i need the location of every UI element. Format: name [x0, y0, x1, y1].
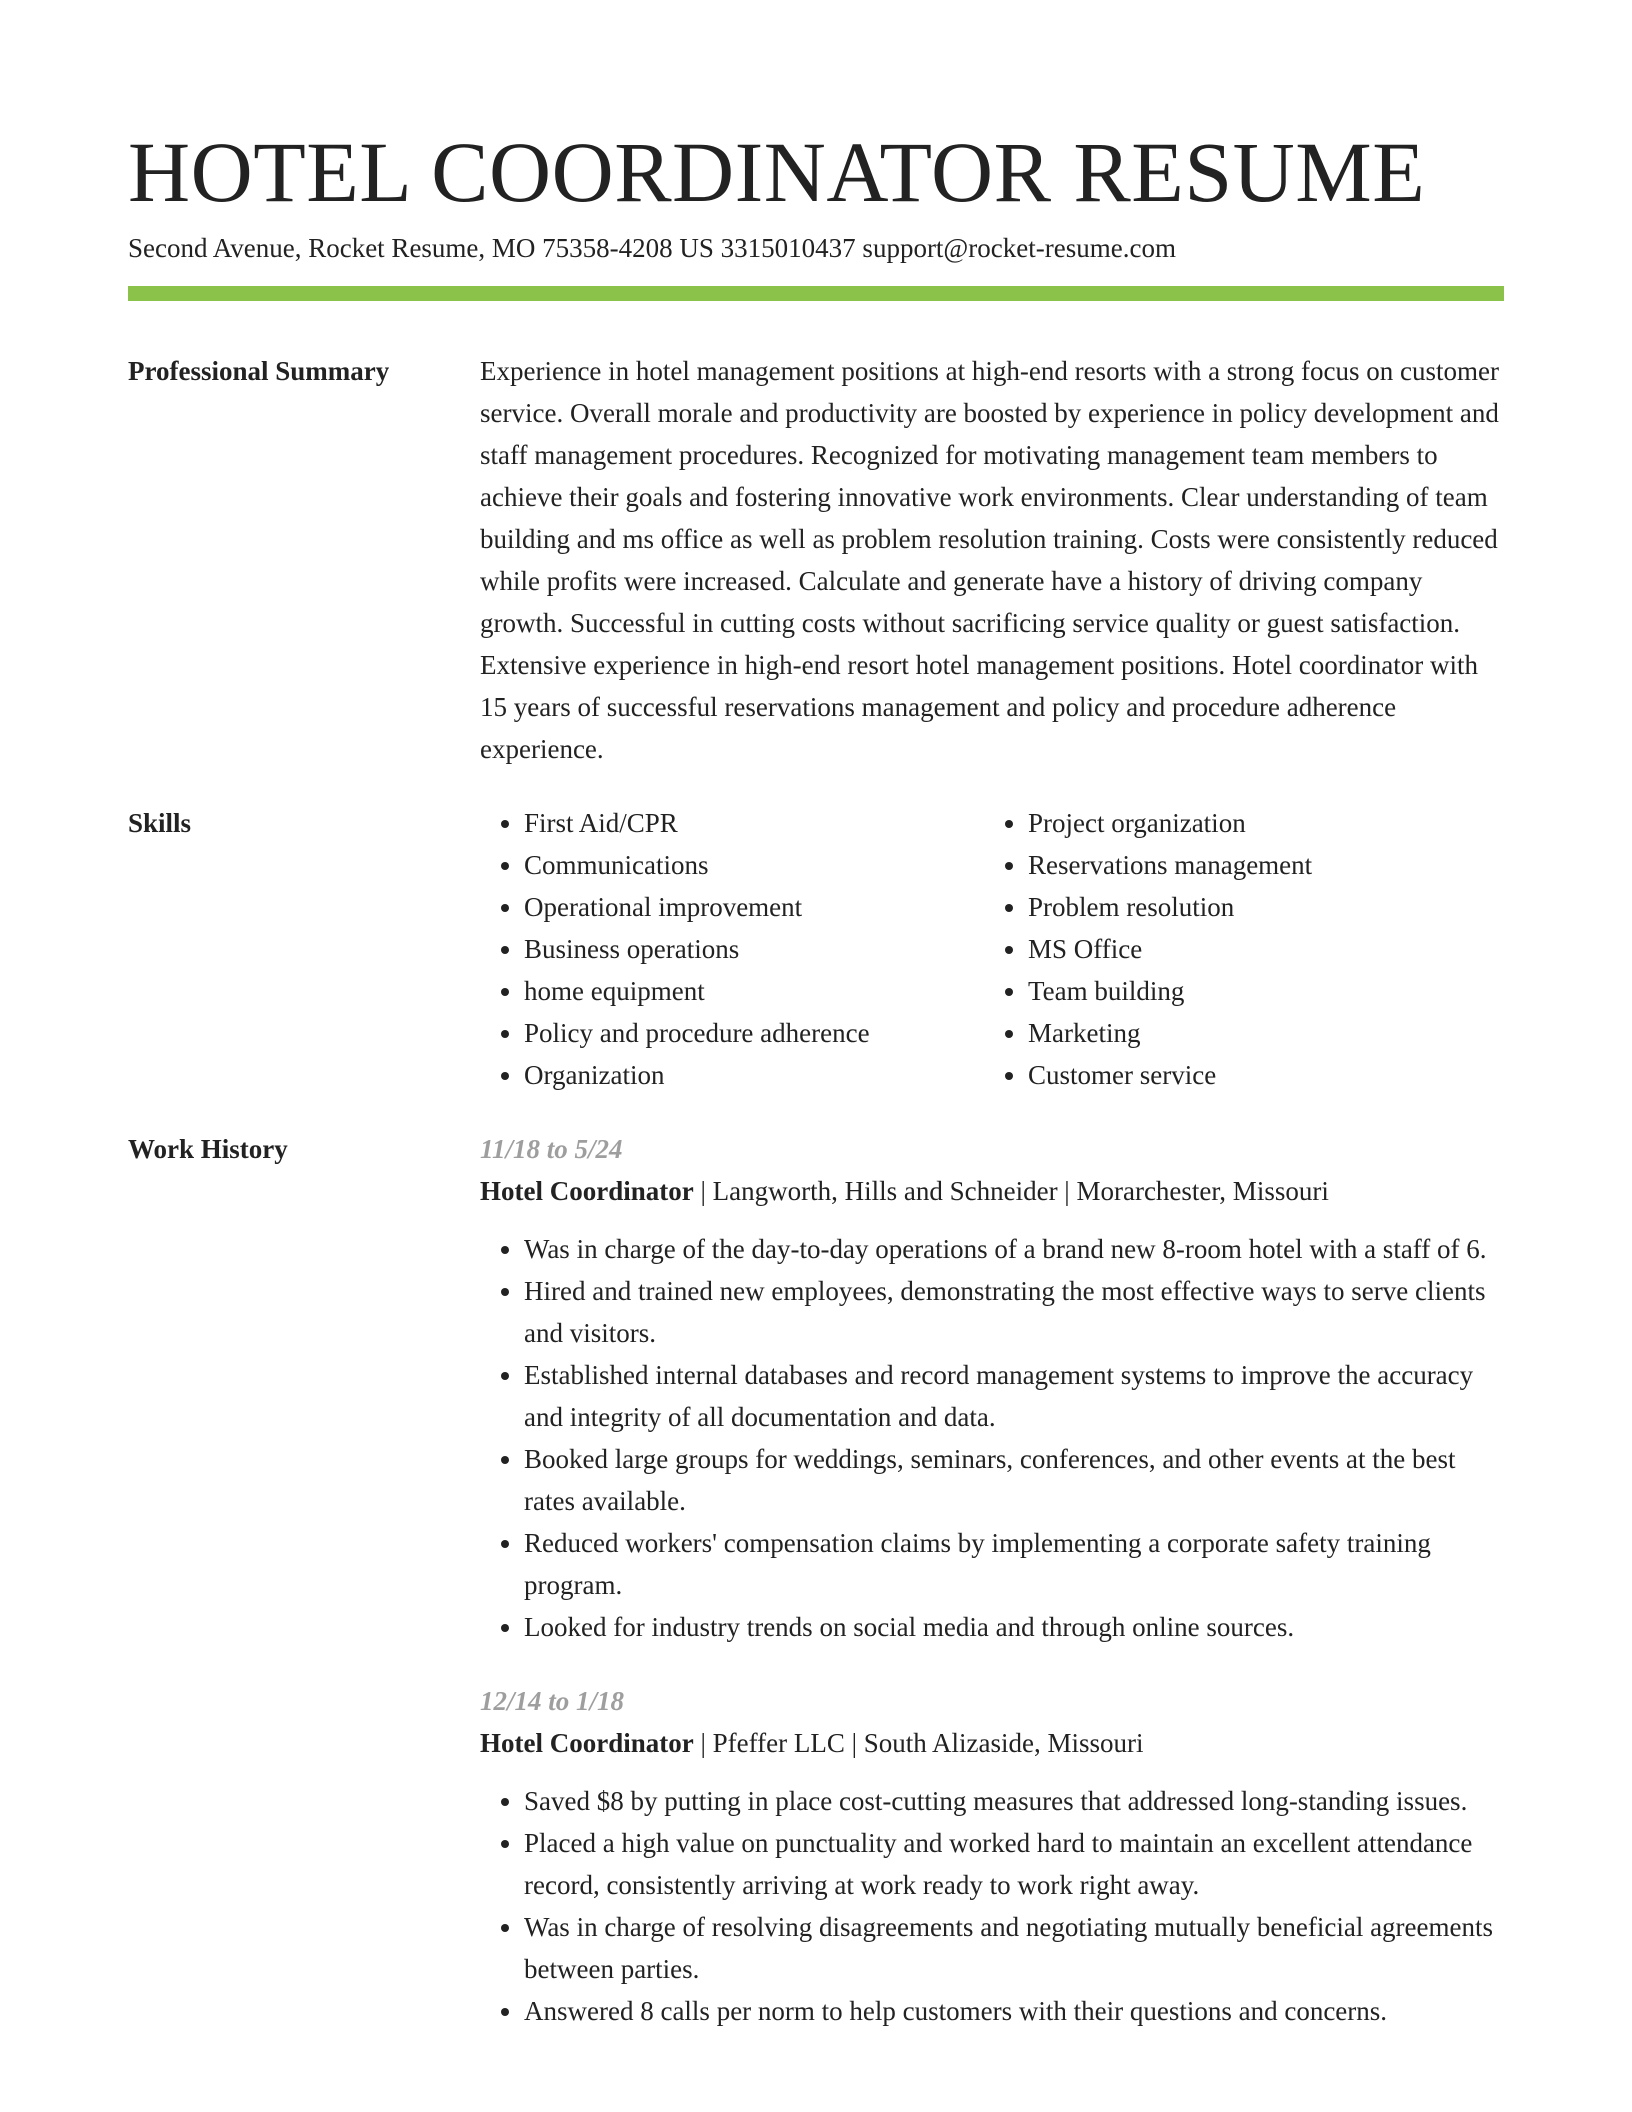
skill-item: • Operational improvement — [524, 886, 984, 928]
skill-item: • Marketing — [1028, 1012, 1488, 1054]
skill-item: • Team building — [1028, 970, 1488, 1012]
skill-item: • Organization — [524, 1054, 984, 1096]
skill-item: • Customer service — [1028, 1054, 1488, 1096]
job-employer-location: | Pfeffer LLC | South Alizaside, Missouri — [693, 1728, 1144, 1758]
summary-body — [480, 350, 1506, 770]
work-history-heading: Work History — [128, 1134, 288, 1164]
skill-item: • First Aid/CPR — [524, 802, 984, 844]
job-heading-line — [480, 1170, 1506, 1212]
skills-heading: Skills — [128, 808, 192, 838]
job-title: Hotel Coordinator — [480, 1176, 694, 1206]
job-dates: 12/14 to 1/18 — [480, 1686, 625, 1716]
summary-text: Experience in hotel management positions at high-end resorts with a strong focus on customer service. Overall morale and productivity are boosted by experience in policy development and staff management procedures. Recognized for motivating management team members to achieve their goals and fostering innovative work environments. Clear understanding of team building and ms office as well as problem resolution training. Costs were consistently reduced while profits were increased. Calculate and generate have a history of driving company growth. Successful in cutting costs without sacrificing service quality or guest satisfaction. Extensive experience in high-end resort hotel management positions. Hotel coordinator with 15 years of successful reservations management and policy and procedure adherence experience. — [480, 356, 1499, 764]
job-duties-list — [480, 1780, 1506, 2032]
duty-item: • Booked large groups for weddings, seminars, conferences, and other events at the best rates available. — [524, 1438, 1506, 1522]
skills-list-left — [480, 802, 984, 1096]
skill-item: • MS Office — [1028, 928, 1488, 970]
job-entry — [480, 1680, 1506, 2032]
skill-item: • Project organization — [1028, 802, 1488, 844]
skill-item: • home equipment — [524, 970, 984, 1012]
header-divider — [128, 286, 1504, 301]
duty-item: • Was in charge of resolving disagreements and negotiating mutually beneficial agreements between parties. — [524, 1906, 1506, 1990]
duty-item: • Hired and trained new employees, demonstrating the most effective ways to serve clients and visitors. — [524, 1270, 1506, 1354]
skills-body — [480, 802, 1506, 1096]
skill-item: • Business operations — [524, 928, 984, 970]
job-employer-location: | Langworth, Hills and Schneider | Morarchester, Missouri — [693, 1176, 1329, 1206]
skill-item: • Problem resolution — [1028, 886, 1488, 928]
duty-item: • Was in charge of the day-to-day operations of a brand new 8-room hotel with a staff of 6. — [524, 1228, 1506, 1270]
skill-item: • Communications — [524, 844, 984, 886]
skill-item: • Reservations management — [1028, 844, 1488, 886]
duty-item: • Saved $8 by putting in place cost-cutting measures that addressed long-standing issues. — [524, 1780, 1506, 1822]
job-dates: 11/18 to 5/24 — [480, 1134, 623, 1164]
work-history-body — [480, 1128, 1506, 2032]
skills-list-right — [984, 802, 1488, 1096]
job-title: Hotel Coordinator — [480, 1728, 694, 1758]
skills-columns — [480, 802, 1506, 1096]
duty-item: • Answered 8 calls per norm to help customers with their questions and concerns. — [524, 1990, 1506, 2032]
summary-heading: Professional Summary — [128, 356, 390, 386]
duty-item: • Placed a high value on punctuality and worked hard to maintain an excellent attendance record, consistently arriving at work ready to work right away. — [524, 1822, 1506, 1906]
resume-title: HOTEL COORDINATOR RESUME — [128, 124, 1426, 220]
duty-item: • Looked for industry trends on social media and through online sources. — [524, 1606, 1506, 1648]
duty-item: • Reduced workers' compensation claims by implementing a corporate safety training program. — [524, 1522, 1506, 1606]
skill-item: • Policy and procedure adherence — [524, 1012, 984, 1054]
job-heading-line — [480, 1722, 1506, 1764]
job-entry — [480, 1128, 1506, 1648]
contact-line: Second Avenue, Rocket Resume, MO 75358-4208 US 3315010437 support@rocket-resume.com — [128, 233, 1176, 263]
duty-item: • Established internal databases and record management systems to improve the accuracy and integrity of all documentation and data. — [524, 1354, 1506, 1438]
job-duties-list — [480, 1228, 1506, 1648]
